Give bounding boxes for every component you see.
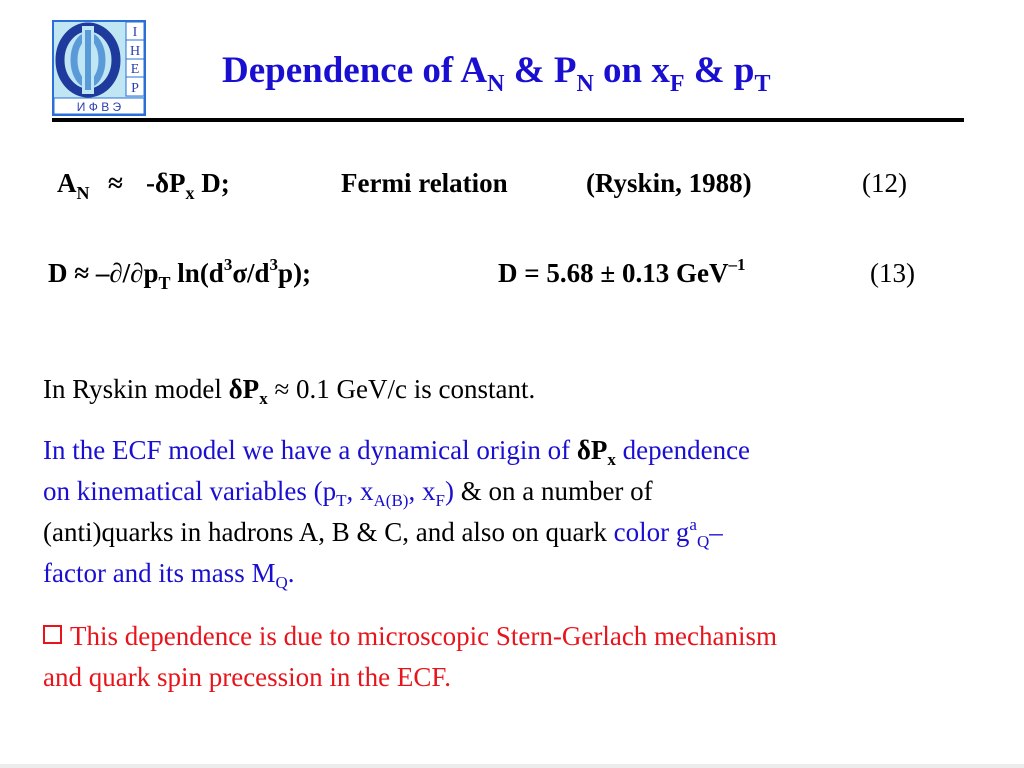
title-subscript: F — [669, 71, 685, 97]
eq-subscript: x — [185, 183, 195, 203]
para-text: ≈ 0.1 GeV/c is constant. — [267, 374, 536, 404]
para-text: This dependence is due to microscopic Stern-Gerlach mechanism — [70, 621, 778, 651]
eq-subscript: T — [158, 273, 171, 293]
eq-superscript: 3 — [223, 255, 233, 274]
eq-text: ln(d — [170, 258, 224, 288]
equation-12-rhs — [146, 168, 230, 203]
eq-text: A — [57, 168, 77, 198]
para-subscript: T — [336, 491, 347, 510]
para-subscript: F — [435, 491, 445, 510]
ecf-line-4 — [43, 553, 750, 594]
equation-12-lhs — [57, 168, 90, 203]
para-text: on kinematical variables (p — [43, 476, 337, 506]
para-text: . — [287, 558, 295, 588]
logo-letter: I — [132, 25, 138, 40]
eq-text: -δP — [146, 168, 186, 198]
title-divider — [52, 118, 964, 122]
equation-13-lhs — [48, 255, 312, 293]
eq-superscript: 3 — [269, 255, 279, 274]
checkbox-bullet-icon — [43, 625, 62, 644]
para-subscript: Q — [696, 532, 710, 551]
eq-text: p); — [278, 258, 312, 288]
eq-text: σ/d — [232, 258, 270, 288]
para-text: dependence — [615, 435, 751, 465]
para-subscript: Q — [275, 573, 288, 592]
paragraph-ryskin-model — [43, 369, 535, 410]
para-text: and quark spin precession in the ECF. — [43, 662, 452, 692]
ecf-line-3 — [43, 512, 750, 553]
paragraph-ecf-model — [43, 430, 750, 594]
logo-letter: H — [129, 44, 141, 59]
para-text: , x — [408, 476, 436, 506]
equation-12-approx: ≈ — [108, 168, 123, 198]
title-subscript: N — [487, 71, 505, 97]
logo-bottom-text: И Ф В Э — [76, 100, 122, 114]
stern-gerlach-line-1 — [43, 616, 777, 657]
paragraph-stern-gerlach — [43, 616, 777, 698]
page-title — [222, 50, 771, 97]
para-text: color g — [613, 517, 690, 547]
eq-text: D = 5.68 ± 0.13 GeV — [498, 258, 729, 288]
ihep-logo-icon — [52, 20, 146, 116]
stern-gerlach-line-2 — [43, 657, 777, 698]
para-text: & on a number of — [453, 476, 653, 506]
eq-subscript: N — [76, 183, 90, 203]
para-superscript: a — [689, 515, 697, 534]
para-subscript: x — [259, 389, 268, 408]
logo-letter: P — [131, 81, 139, 96]
ecf-line-2 — [43, 471, 750, 512]
title-subscript: T — [754, 71, 771, 97]
para-subscript: A(B) — [373, 491, 409, 510]
logo-letter: E — [130, 62, 140, 77]
para-text: , x — [346, 476, 374, 506]
slide-bottom-border — [0, 764, 1024, 768]
para-text: (anti)quarks in hadrons A, B & C, and also on quark — [43, 517, 614, 547]
title-part: on x — [593, 50, 670, 91]
equation-13-value — [498, 255, 746, 288]
para-text: – — [709, 517, 723, 547]
ihep-logo — [52, 20, 146, 116]
para-text: In Ryskin model — [43, 374, 229, 404]
para-text: factor and its mass M — [43, 558, 276, 588]
eq-text: D ≈ –∂/∂p — [48, 258, 159, 288]
equation-number-13: (13) — [870, 258, 915, 288]
citation-ryskin: (Ryskin, 1988) — [586, 168, 752, 198]
ecf-line-1 — [43, 430, 750, 471]
para-text: ) — [444, 476, 454, 506]
para-text: In the ECF model we have a dynamical origin of — [43, 435, 577, 465]
para-bold: δP — [228, 374, 260, 404]
title-part: & P — [504, 50, 577, 91]
para-subscript: x — [607, 450, 616, 469]
title-part: Dependence of A — [222, 50, 488, 91]
para-bold: δP — [576, 435, 608, 465]
fermi-relation-label: Fermi relation — [341, 168, 508, 198]
equation-number-12: (12) — [862, 168, 907, 198]
eq-superscript: –1 — [728, 255, 746, 274]
eq-text: D; — [194, 168, 230, 198]
title-part: & p — [684, 50, 755, 91]
title-subscript: N — [576, 71, 594, 97]
